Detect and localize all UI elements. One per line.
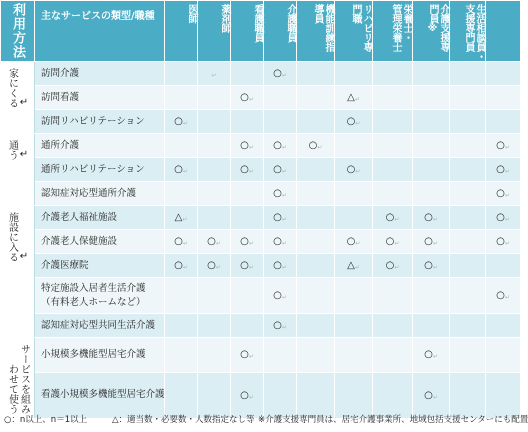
return-mark: ↵ bbox=[182, 264, 188, 271]
requirement-cell bbox=[450, 230, 486, 254]
requirement-cell bbox=[413, 158, 450, 182]
header-nurse: 看護職員 bbox=[231, 1, 264, 62]
requirement-cell bbox=[413, 86, 450, 110]
requirement-cell bbox=[297, 206, 335, 230]
category-suffix: ↵ bbox=[18, 149, 30, 160]
header-care-manager: 介護支援専 門員※ bbox=[413, 1, 450, 62]
requirement-mark: ○ bbox=[174, 116, 183, 127]
return-mark: ↵ bbox=[281, 216, 287, 223]
requirement-cell bbox=[264, 182, 297, 206]
requirement-mark: ○ bbox=[273, 68, 282, 79]
requirement-cell bbox=[413, 230, 450, 254]
category-cell bbox=[1, 338, 35, 419]
requirement-mark: ○ bbox=[424, 236, 433, 247]
requirement-mark: ○ bbox=[273, 188, 282, 199]
requirement-cell bbox=[198, 182, 231, 206]
requirement-mark: ○ bbox=[424, 349, 433, 361]
requirement-cell bbox=[198, 206, 231, 230]
return-mark: ↵ bbox=[504, 192, 510, 199]
requirement-cell bbox=[231, 134, 264, 158]
requirement-cell bbox=[198, 62, 231, 86]
requirement-mark: ○ bbox=[496, 290, 505, 301]
requirement-cell bbox=[335, 86, 373, 110]
service-name-cell bbox=[35, 338, 165, 373]
requirement-cell bbox=[165, 254, 198, 278]
requirement-cell bbox=[486, 278, 521, 314]
requirement-mark: ○ bbox=[273, 140, 282, 151]
requirement-cell bbox=[297, 278, 335, 314]
requirement-mark: ○ bbox=[346, 164, 356, 175]
return-mark: ↵ bbox=[504, 240, 510, 247]
requirement-cell bbox=[231, 110, 264, 134]
service-name-cell bbox=[35, 314, 165, 338]
requirement-cell bbox=[165, 314, 198, 338]
requirement-cell bbox=[373, 230, 413, 254]
service-name: 看護小規模多機能型居宅介護 bbox=[41, 389, 165, 401]
requirement-mark: ○ bbox=[273, 320, 282, 331]
return-mark: ↵ bbox=[281, 294, 287, 301]
return-mark: ↵ bbox=[355, 240, 361, 247]
service-name: 特定施設入居者生活介護 bbox=[41, 282, 146, 294]
requirement-cell bbox=[198, 278, 231, 314]
return-mark: ↵ bbox=[248, 264, 254, 271]
return-mark: ↵ bbox=[504, 294, 510, 301]
return-mark: ↵ bbox=[432, 240, 438, 247]
category-label: 家にくる bbox=[6, 68, 18, 108]
return-mark: ↵ bbox=[281, 168, 287, 175]
requirement-mark: ○ bbox=[385, 212, 395, 223]
requirement-cell bbox=[231, 254, 264, 278]
requirement-cell bbox=[198, 134, 231, 158]
requirement-cell bbox=[231, 86, 264, 110]
requirement-cell bbox=[335, 230, 373, 254]
requirement-cell bbox=[297, 314, 335, 338]
requirement-cell bbox=[373, 158, 413, 182]
requirement-cell bbox=[413, 254, 450, 278]
requirement-cell bbox=[297, 182, 335, 206]
return-mark: ↵ bbox=[248, 144, 254, 151]
requirement-cell bbox=[297, 254, 335, 278]
requirement-cell bbox=[486, 158, 521, 182]
requirement-cell bbox=[264, 314, 297, 338]
requirement-cell bbox=[297, 110, 335, 134]
requirement-cell bbox=[264, 110, 297, 134]
requirement-mark: ○ bbox=[207, 236, 216, 247]
requirement-cell bbox=[264, 62, 297, 86]
requirement-cell bbox=[264, 206, 297, 230]
requirement-cell bbox=[450, 338, 486, 373]
requirement-cell bbox=[373, 62, 413, 86]
requirement-cell bbox=[198, 254, 231, 278]
requirement-mark: ○ bbox=[346, 236, 356, 247]
return-mark: ↵ bbox=[182, 120, 188, 127]
header-rehab-specialist: リハビリ専 門職 bbox=[335, 1, 373, 62]
category-suffix: ↵ bbox=[18, 251, 30, 262]
service-name-cell bbox=[35, 182, 165, 206]
return-mark: ↵ bbox=[432, 264, 438, 271]
service-name-cell bbox=[35, 86, 165, 110]
requirement-cell bbox=[198, 230, 231, 254]
requirement-cell bbox=[198, 338, 231, 373]
service-column-header: 主なサービスの類型/職種 bbox=[35, 1, 165, 62]
requirement-cell bbox=[413, 182, 450, 206]
requirement-mark: ○ bbox=[496, 188, 505, 199]
requirement-cell bbox=[165, 134, 198, 158]
requirement-cell bbox=[264, 278, 297, 314]
requirement-cell bbox=[198, 86, 231, 110]
requirement-cell bbox=[264, 134, 297, 158]
requirement-mark: ○ bbox=[240, 92, 249, 103]
service-name-cell bbox=[35, 254, 165, 278]
requirement-cell bbox=[373, 134, 413, 158]
category-cell bbox=[1, 134, 35, 206]
header-counselor: 生活相談員・ 支援専門員 bbox=[450, 1, 486, 62]
requirement-cell bbox=[413, 134, 450, 158]
service-name-cell bbox=[35, 230, 165, 254]
requirement-cell bbox=[264, 254, 297, 278]
return-mark: ↵ bbox=[215, 264, 221, 271]
requirement-cell bbox=[297, 86, 335, 110]
requirement-cell bbox=[486, 86, 521, 110]
requirement-cell bbox=[231, 62, 264, 86]
requirement-cell bbox=[413, 338, 450, 373]
header-functional-trainer: 機能訓練指 導員 bbox=[297, 1, 335, 62]
requirement-cell bbox=[231, 206, 264, 230]
service-name: 小規模多機能型居宅介護 bbox=[41, 348, 146, 360]
requirement-cell bbox=[413, 110, 450, 134]
requirement-cell bbox=[297, 134, 335, 158]
requirement-cell bbox=[373, 206, 413, 230]
requirement-cell bbox=[335, 314, 373, 338]
service-name-cell bbox=[35, 206, 165, 230]
requirement-cell bbox=[335, 182, 373, 206]
return-mark: ↵ bbox=[248, 393, 254, 401]
service-name: 認知症対応型通所介護 bbox=[41, 187, 137, 199]
service-name: 介護老人福祉施設 bbox=[41, 211, 118, 223]
category-cell bbox=[1, 206, 35, 338]
return-mark: ↵ bbox=[281, 72, 287, 79]
requirement-cell bbox=[373, 338, 413, 373]
requirement-cell bbox=[413, 314, 450, 338]
requirement-cell bbox=[165, 110, 198, 134]
legend-triangle: △：適当数・必要数・人数指定なし等 bbox=[112, 415, 255, 425]
requirement-cell bbox=[486, 134, 521, 158]
requirement-mark: ○ bbox=[496, 164, 505, 175]
requirement-cell bbox=[297, 62, 335, 86]
requirement-cell bbox=[335, 158, 373, 182]
requirement-mark: ○ bbox=[385, 236, 395, 247]
requirement-cell bbox=[198, 314, 231, 338]
requirement-cell bbox=[413, 278, 450, 314]
return-mark: ↵ bbox=[394, 240, 400, 247]
return-mark: ↵ bbox=[354, 264, 360, 271]
return-mark: ↵ bbox=[248, 96, 254, 103]
requirement-cell bbox=[373, 314, 413, 338]
requirement-mark: ○ bbox=[174, 164, 183, 175]
requirement-cell bbox=[450, 62, 486, 86]
requirement-cell bbox=[264, 158, 297, 182]
service-name: 訪問リハビリテーション bbox=[41, 115, 145, 127]
return-mark: ↵ bbox=[394, 264, 400, 271]
return-mark: ↵ bbox=[432, 353, 438, 361]
service-name: 通所リハビリテーション bbox=[41, 163, 145, 175]
requirement-cell bbox=[198, 110, 231, 134]
service-name-cell bbox=[35, 134, 165, 158]
header-pharmacist: 薬剤師 bbox=[198, 1, 231, 62]
requirement-cell bbox=[165, 230, 198, 254]
requirement-mark: ○ bbox=[240, 260, 249, 271]
category-cell bbox=[1, 62, 35, 134]
return-mark: ↵ bbox=[281, 324, 287, 331]
requirement-cell bbox=[450, 134, 486, 158]
return-mark: ↵ bbox=[281, 192, 287, 199]
legend-circle: ○：n以上、n＝1以上 bbox=[4, 415, 88, 425]
requirement-cell bbox=[486, 62, 521, 86]
service-name: 訪問介護 bbox=[41, 67, 80, 79]
requirement-cell bbox=[486, 314, 521, 338]
requirement-mark: △ bbox=[347, 92, 355, 103]
requirement-cell bbox=[450, 278, 486, 314]
return-mark: ↵ bbox=[182, 168, 188, 175]
requirement-cell bbox=[165, 86, 198, 110]
requirement-mark: ○ bbox=[496, 140, 505, 151]
return-mark: ↵ bbox=[182, 240, 188, 247]
requirement-cell bbox=[231, 158, 264, 182]
requirement-mark: △ bbox=[347, 260, 355, 271]
requirement-mark: ○ bbox=[240, 349, 249, 361]
requirement-cell bbox=[335, 338, 373, 373]
header-care-worker: 介護職員 bbox=[264, 1, 297, 62]
footnote: ※介護支援専門員は、居宅介護事業所、地域包括支援センターにも配置 bbox=[258, 415, 528, 425]
requirement-mark: ○ bbox=[273, 236, 282, 247]
requirement-mark: ○ bbox=[240, 236, 249, 247]
requirement-cell bbox=[373, 254, 413, 278]
requirement-mark: ○ bbox=[240, 164, 249, 175]
requirement-cell bbox=[165, 278, 198, 314]
requirement-mark: ○ bbox=[174, 260, 183, 271]
return-mark: ↵ bbox=[504, 216, 510, 223]
service-subname: （有料老人ホームなど） bbox=[41, 296, 146, 308]
requirement-cell bbox=[450, 254, 486, 278]
requirement-cell bbox=[486, 206, 521, 230]
requirement-cell bbox=[231, 338, 264, 373]
return-mark: ↵ bbox=[211, 72, 217, 79]
requirement-cell bbox=[486, 230, 521, 254]
requirement-cell bbox=[165, 206, 198, 230]
requirement-mark: ○ bbox=[424, 389, 433, 401]
requirement-cell bbox=[486, 110, 521, 134]
requirement-mark: ○ bbox=[424, 260, 433, 271]
requirement-cell bbox=[486, 338, 521, 373]
requirement-cell bbox=[231, 230, 264, 254]
requirement-mark: ○ bbox=[240, 140, 249, 151]
requirement-cell bbox=[335, 278, 373, 314]
return-mark: ↵ bbox=[394, 216, 400, 223]
requirement-cell bbox=[413, 206, 450, 230]
requirement-cell bbox=[231, 314, 264, 338]
requirement-mark: ○ bbox=[346, 116, 356, 127]
requirement-cell bbox=[297, 230, 335, 254]
return-mark: ↵ bbox=[432, 216, 438, 223]
requirement-cell bbox=[264, 338, 297, 373]
requirement-cell bbox=[231, 278, 264, 314]
requirement-cell bbox=[297, 338, 335, 373]
return-mark: ↵ bbox=[504, 144, 510, 151]
service-name-cell bbox=[35, 278, 165, 314]
return-mark: ↵ bbox=[317, 144, 323, 151]
return-mark: ↵ bbox=[248, 240, 254, 247]
requirement-cell bbox=[335, 110, 373, 134]
requirement-cell bbox=[373, 278, 413, 314]
service-name-cell bbox=[35, 158, 165, 182]
return-mark: ↵ bbox=[355, 120, 361, 127]
category-label: 通う bbox=[6, 140, 18, 160]
return-mark: ↵ bbox=[281, 144, 287, 151]
service-name-cell bbox=[35, 110, 165, 134]
category-suffix: サービスを組み bbox=[18, 344, 30, 414]
return-mark: ↵ bbox=[215, 240, 221, 247]
requirement-mark: ○ bbox=[308, 140, 318, 151]
requirement-cell bbox=[264, 230, 297, 254]
requirement-cell bbox=[373, 86, 413, 110]
service-name-cell bbox=[35, 62, 165, 86]
requirement-cell bbox=[165, 338, 198, 373]
requirement-mark: ○ bbox=[240, 389, 249, 401]
header-blank bbox=[486, 1, 521, 62]
requirement-mark: ○ bbox=[207, 260, 216, 271]
requirement-cell bbox=[373, 182, 413, 206]
requirement-cell bbox=[486, 254, 521, 278]
requirement-cell bbox=[231, 182, 264, 206]
requirement-cell bbox=[450, 86, 486, 110]
return-mark: ↵ bbox=[504, 168, 510, 175]
requirement-mark: ○ bbox=[496, 212, 505, 223]
requirement-cell bbox=[373, 110, 413, 134]
service-name: 通所介護 bbox=[41, 139, 80, 151]
requirement-cell bbox=[486, 182, 521, 206]
requirement-mark: ○ bbox=[385, 260, 395, 271]
category-label: 施設に入る bbox=[6, 212, 18, 262]
requirement-cell bbox=[413, 62, 450, 86]
requirement-cell bbox=[335, 254, 373, 278]
requirement-cell bbox=[165, 158, 198, 182]
category-suffix: ↵ bbox=[18, 97, 30, 108]
return-mark: ↵ bbox=[281, 264, 287, 271]
requirement-cell bbox=[450, 158, 486, 182]
category-label: わせて使う bbox=[6, 364, 18, 414]
requirement-cell bbox=[297, 158, 335, 182]
requirement-mark: ○ bbox=[273, 290, 282, 301]
requirement-mark: ○ bbox=[273, 260, 282, 271]
requirement-cell bbox=[335, 134, 373, 158]
service-name: 介護医療院 bbox=[41, 259, 89, 271]
corner-header: 利用方法 bbox=[1, 1, 35, 62]
requirement-cell bbox=[198, 158, 231, 182]
requirement-mark: △ bbox=[174, 212, 183, 223]
requirement-mark: ○ bbox=[424, 212, 433, 223]
requirement-cell bbox=[165, 182, 198, 206]
header-doctor: 医師 bbox=[165, 1, 198, 62]
service-name: 介護老人保健施設 bbox=[41, 235, 118, 247]
requirement-mark: ○ bbox=[174, 236, 183, 247]
return-mark: ↵ bbox=[354, 96, 360, 103]
return-mark: ↵ bbox=[281, 240, 287, 247]
legend-footer bbox=[0, 408, 528, 432]
return-mark: ↵ bbox=[248, 353, 254, 361]
requirement-cell bbox=[264, 86, 297, 110]
requirement-cell bbox=[450, 110, 486, 134]
requirement-cell bbox=[450, 182, 486, 206]
requirement-cell bbox=[335, 62, 373, 86]
requirement-mark: ○ bbox=[496, 236, 505, 247]
return-mark: ↵ bbox=[248, 168, 254, 175]
return-mark: ↵ bbox=[355, 168, 361, 175]
requirement-cell bbox=[335, 206, 373, 230]
requirement-cell bbox=[450, 314, 486, 338]
service-name: 訪問看護 bbox=[41, 91, 80, 103]
return-mark: ↵ bbox=[432, 393, 438, 401]
requirement-mark: ○ bbox=[273, 164, 282, 175]
requirement-mark: ○ bbox=[273, 212, 282, 223]
requirement-cell bbox=[450, 206, 486, 230]
requirement-cell bbox=[165, 62, 198, 86]
service-name: 認知症対応型共同生活介護 bbox=[41, 319, 156, 331]
header-dietitian: 栄養士・ 管理栄養士 bbox=[373, 1, 413, 62]
return-mark: ↵ bbox=[182, 216, 188, 223]
